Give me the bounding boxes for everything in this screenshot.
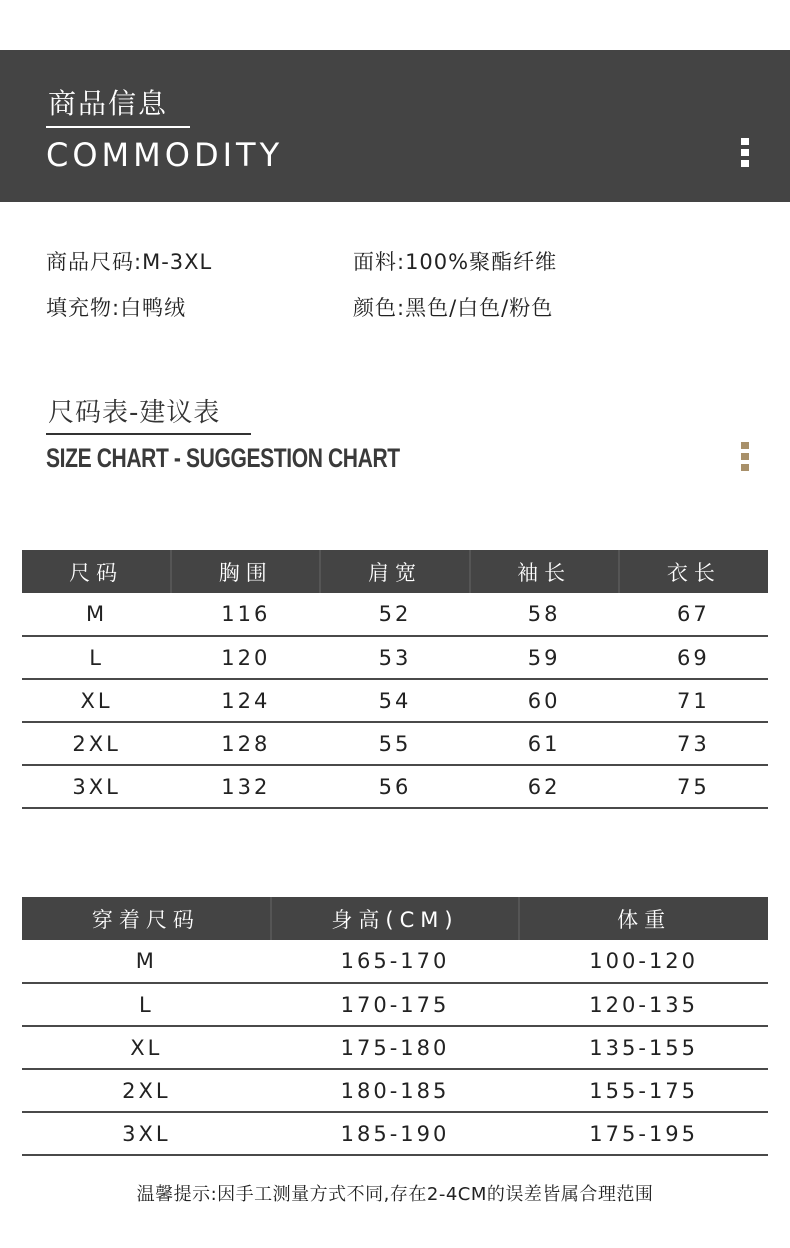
table-cell: XL (22, 679, 171, 722)
table-cell: 55 (320, 722, 469, 765)
table-cell: 120-135 (519, 983, 768, 1026)
table-cell: M (22, 940, 271, 983)
table-cell: 132 (171, 765, 320, 808)
table-cell: 2XL (22, 1069, 271, 1112)
banner-title-cn: 商品信息 (48, 87, 169, 120)
table-header-row (22, 550, 768, 593)
table-cell: 69 (619, 636, 768, 679)
table-cell: 100-120 (519, 940, 768, 983)
table-cell: 2XL (22, 722, 171, 765)
table-row (22, 593, 768, 636)
info-colors: 颜色:黑色/白色/粉色 (353, 296, 554, 320)
table-cell: 54 (320, 679, 469, 722)
table-cell: 62 (470, 765, 619, 808)
table-cell: 185-190 (271, 1112, 520, 1155)
table-cell: 116 (171, 593, 320, 636)
table-cell: 60 (470, 679, 619, 722)
table-cell: 128 (171, 722, 320, 765)
table-row (22, 636, 768, 679)
table-row (22, 765, 768, 808)
table-cell: 52 (320, 593, 469, 636)
table-cell: 71 (619, 679, 768, 722)
table-row (22, 940, 768, 983)
table-cell: 165-170 (271, 940, 520, 983)
table-cell: XL (22, 1026, 271, 1069)
table-cell: 53 (320, 636, 469, 679)
table-header-row (22, 897, 768, 940)
header-height: 身高(CM) (271, 897, 520, 940)
size-section-underline (46, 433, 251, 435)
table-row (22, 1026, 768, 1069)
header-shoulder: 肩宽 (320, 550, 469, 593)
vertical-dots-icon (741, 138, 749, 171)
table-cell: 135-155 (519, 1026, 768, 1069)
header-size: 尺码 (22, 550, 171, 593)
table-row (22, 679, 768, 722)
table-cell: 58 (470, 593, 619, 636)
table-cell: 155-175 (519, 1069, 768, 1112)
size-chart-table (22, 550, 768, 809)
commodity-banner (0, 50, 790, 202)
table-row (22, 722, 768, 765)
table-row (22, 1112, 768, 1155)
table-cell: L (22, 636, 171, 679)
table-cell: 170-175 (271, 983, 520, 1026)
table-row (22, 1069, 768, 1112)
table-cell: 75 (619, 765, 768, 808)
header-sleeve: 袖长 (470, 550, 619, 593)
header-weight: 体重 (519, 897, 768, 940)
table-cell: 67 (619, 593, 768, 636)
info-size: 商品尺码:M-3XL (46, 250, 213, 274)
info-filling: 填充物:白鸭绒 (46, 296, 187, 320)
accent-dots-icon (741, 442, 749, 475)
table-cell: 124 (171, 679, 320, 722)
table-cell: 59 (470, 636, 619, 679)
table-cell: 56 (320, 765, 469, 808)
size-section-title-en: SIZE CHART - SUGGESTION CHART (46, 443, 400, 473)
table-row (22, 983, 768, 1026)
table-cell: 3XL (22, 1112, 271, 1155)
table-cell: L (22, 983, 271, 1026)
table-cell: 3XL (22, 765, 171, 808)
table-cell: 73 (619, 722, 768, 765)
table-cell: 180-185 (271, 1069, 520, 1112)
table-cell: M (22, 593, 171, 636)
banner-title-en: COMMODITY (46, 136, 284, 174)
header-wear-size: 穿着尺码 (22, 897, 271, 940)
size-section-title-cn: 尺码表-建议表 (48, 398, 221, 428)
info-fabric: 面料:100%聚酯纤维 (353, 250, 558, 274)
header-chest: 胸围 (171, 550, 320, 593)
table-cell: 175-195 (519, 1112, 768, 1155)
table-cell: 61 (470, 722, 619, 765)
header-length: 衣长 (619, 550, 768, 593)
table-cell: 175-180 (271, 1026, 520, 1069)
banner-underline (46, 126, 190, 128)
measurement-note: 温馨提示:因手工测量方式不同,存在2-4CM的误差皆属合理范围 (136, 1184, 654, 1205)
table-cell: 120 (171, 636, 320, 679)
suggestion-chart-table (22, 897, 768, 1156)
